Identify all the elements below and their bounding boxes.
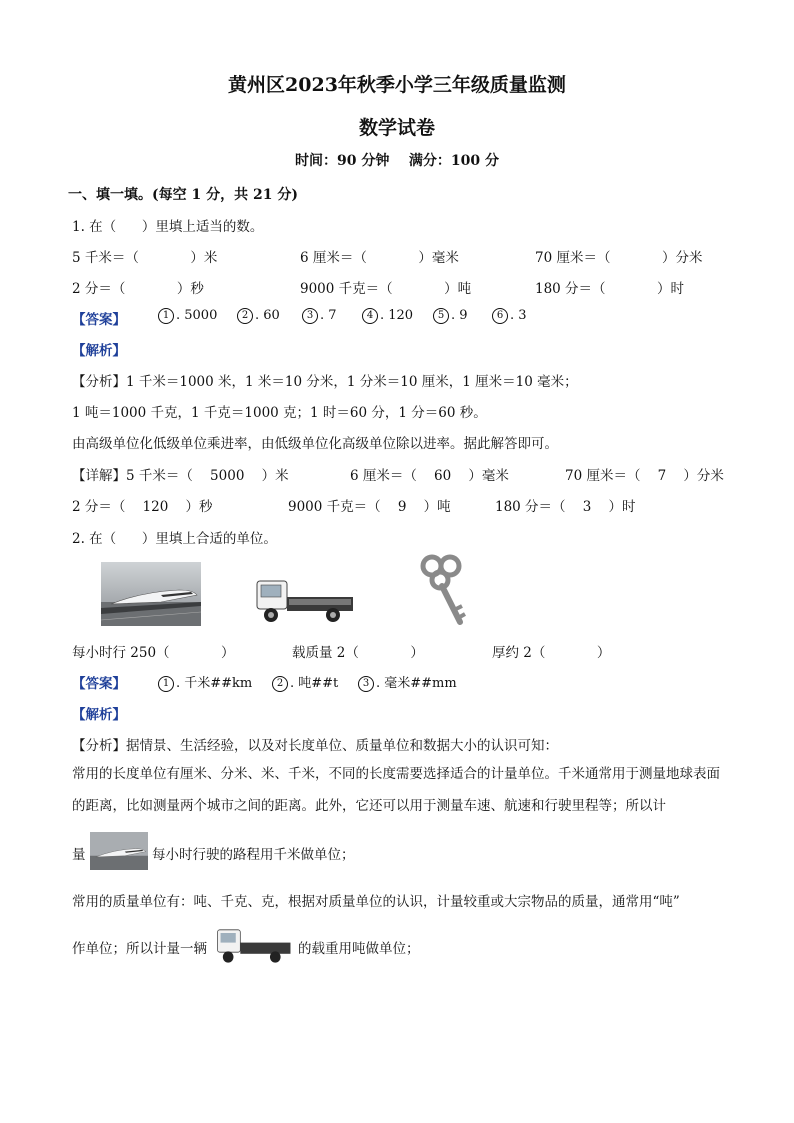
exam-title: 黄州区2023年秋季小学三年级质量监测	[228, 74, 566, 96]
q2-paragraph-length-end-a: 量	[72, 847, 86, 863]
q1-blank-2: 6 厘米＝（ ）毫米	[300, 250, 459, 266]
q1-jiexi-tag: 【解析】	[72, 343, 126, 359]
q2-paragraph-mass: 常用的质量单位有：吨、千克、克，根据对质量单位的认识，计量较重或大宗物品的质量，通常用“吨”	[72, 894, 680, 910]
q1-fenxi-2: 1 吨＝1000 千克，1 千克＝1000 克；1 时＝60 分，1 分＝60 秒。	[72, 405, 487, 421]
truck-image	[255, 575, 355, 625]
q2-answer-tag: 【答案】	[72, 676, 126, 692]
truck-inline-image	[216, 925, 292, 965]
q2-label-train: 每小时行 250（ ）	[72, 645, 235, 661]
q1-detail-3: 70 厘米＝（ 7 ）分米	[565, 468, 724, 484]
q2-paragraph-length: 常用的长度单位有厘米、分米、米、千米，不同的长度需要选择适合的计量单位。千米通常用于测量地球表面的距离，比如测量两个城市之间的距离。此外，它还可以用于测量车速、航速和行驶里程等；所以计	[72, 766, 720, 814]
q2-label-key: 厚约 2（ ）	[492, 645, 611, 661]
section-heading: 一、填一填。(每空 1 分，共 21 分)	[68, 187, 298, 203]
q1-detail-4: 2 分＝（ 120 ）秒	[72, 499, 213, 515]
exam-subject: 数学试卷	[358, 117, 435, 139]
q1-answer-6: 6 . 3	[492, 308, 527, 324]
q1-fenxi-3: 由高级单位化低级单位乘进率，由低级单位化高级单位除以进率。据此解答即可。	[72, 436, 558, 452]
q1-detail-2: 6 厘米＝（ 60 ）毫米	[350, 468, 509, 484]
q1-blank-1: 5 千米＝（ ）米	[72, 250, 218, 266]
q2-answer-3: 3 . 毫米##mm	[358, 672, 457, 692]
q1-detail-1: 【详解】5 千米＝（ 5000 ）米	[72, 468, 289, 484]
q2-answer-1: 1 . 千米##km	[158, 672, 252, 692]
q1-stem: 1. 在（ ）里填上适当的数。	[72, 219, 264, 235]
q1-fenxi: 【分析】1 千米＝1000 米，1 米＝10 分米，1 分米＝10 厘米，1 厘米＝10 毫米；	[72, 374, 578, 390]
exam-time-score: 时间：90 分钟 满分：100 分	[295, 153, 499, 169]
q2-stem: 2. 在（ ）里填上合适的单位。	[72, 531, 277, 547]
q1-blank-5: 9000 千克＝（ ）吨	[300, 281, 472, 297]
train-inline-image	[90, 832, 148, 870]
q1-answer-tag: 【答案】	[72, 312, 126, 328]
q2-paragraph-length-end-b: 每小时行驶的路程用千米做单位；	[152, 847, 355, 863]
q2-answer-2: 2 . 吨##t	[272, 672, 338, 692]
q2-paragraph-truck-b: 的载重用吨做单位；	[298, 941, 420, 957]
q1-detail-5: 9000 千克＝（ 9 ）吨	[288, 499, 451, 515]
q1-blank-4: 2 分＝（ ）秒	[72, 281, 204, 297]
key-image	[418, 552, 470, 628]
q1-blank-3: 70 厘米＝（ ）分米	[535, 250, 703, 266]
q1-blank-6: 180 分＝（ ）时	[535, 281, 685, 297]
q2-jiexi-tag: 【解析】	[72, 707, 126, 723]
train-image	[101, 562, 201, 626]
q1-answer-4: 4 . 120	[362, 308, 413, 324]
q2-fenxi: 【分析】据情景、生活经验，以及对长度单位、质量单位和数据大小的认识可知：	[72, 738, 558, 754]
q2-paragraph-truck-a: 作单位；所以计量一辆	[72, 941, 207, 957]
q2-label-truck: 载质量 2（ ）	[292, 645, 424, 661]
q1-answer-2: 2 . 60	[237, 308, 280, 324]
q1-answer-5: 5 . 9	[433, 308, 468, 324]
q1-answer-1: 1 . 5000	[158, 308, 217, 324]
q1-detail-6: 180 分＝（ 3 ）时	[495, 499, 636, 515]
q1-answer-3: 3 . 7	[302, 308, 337, 324]
